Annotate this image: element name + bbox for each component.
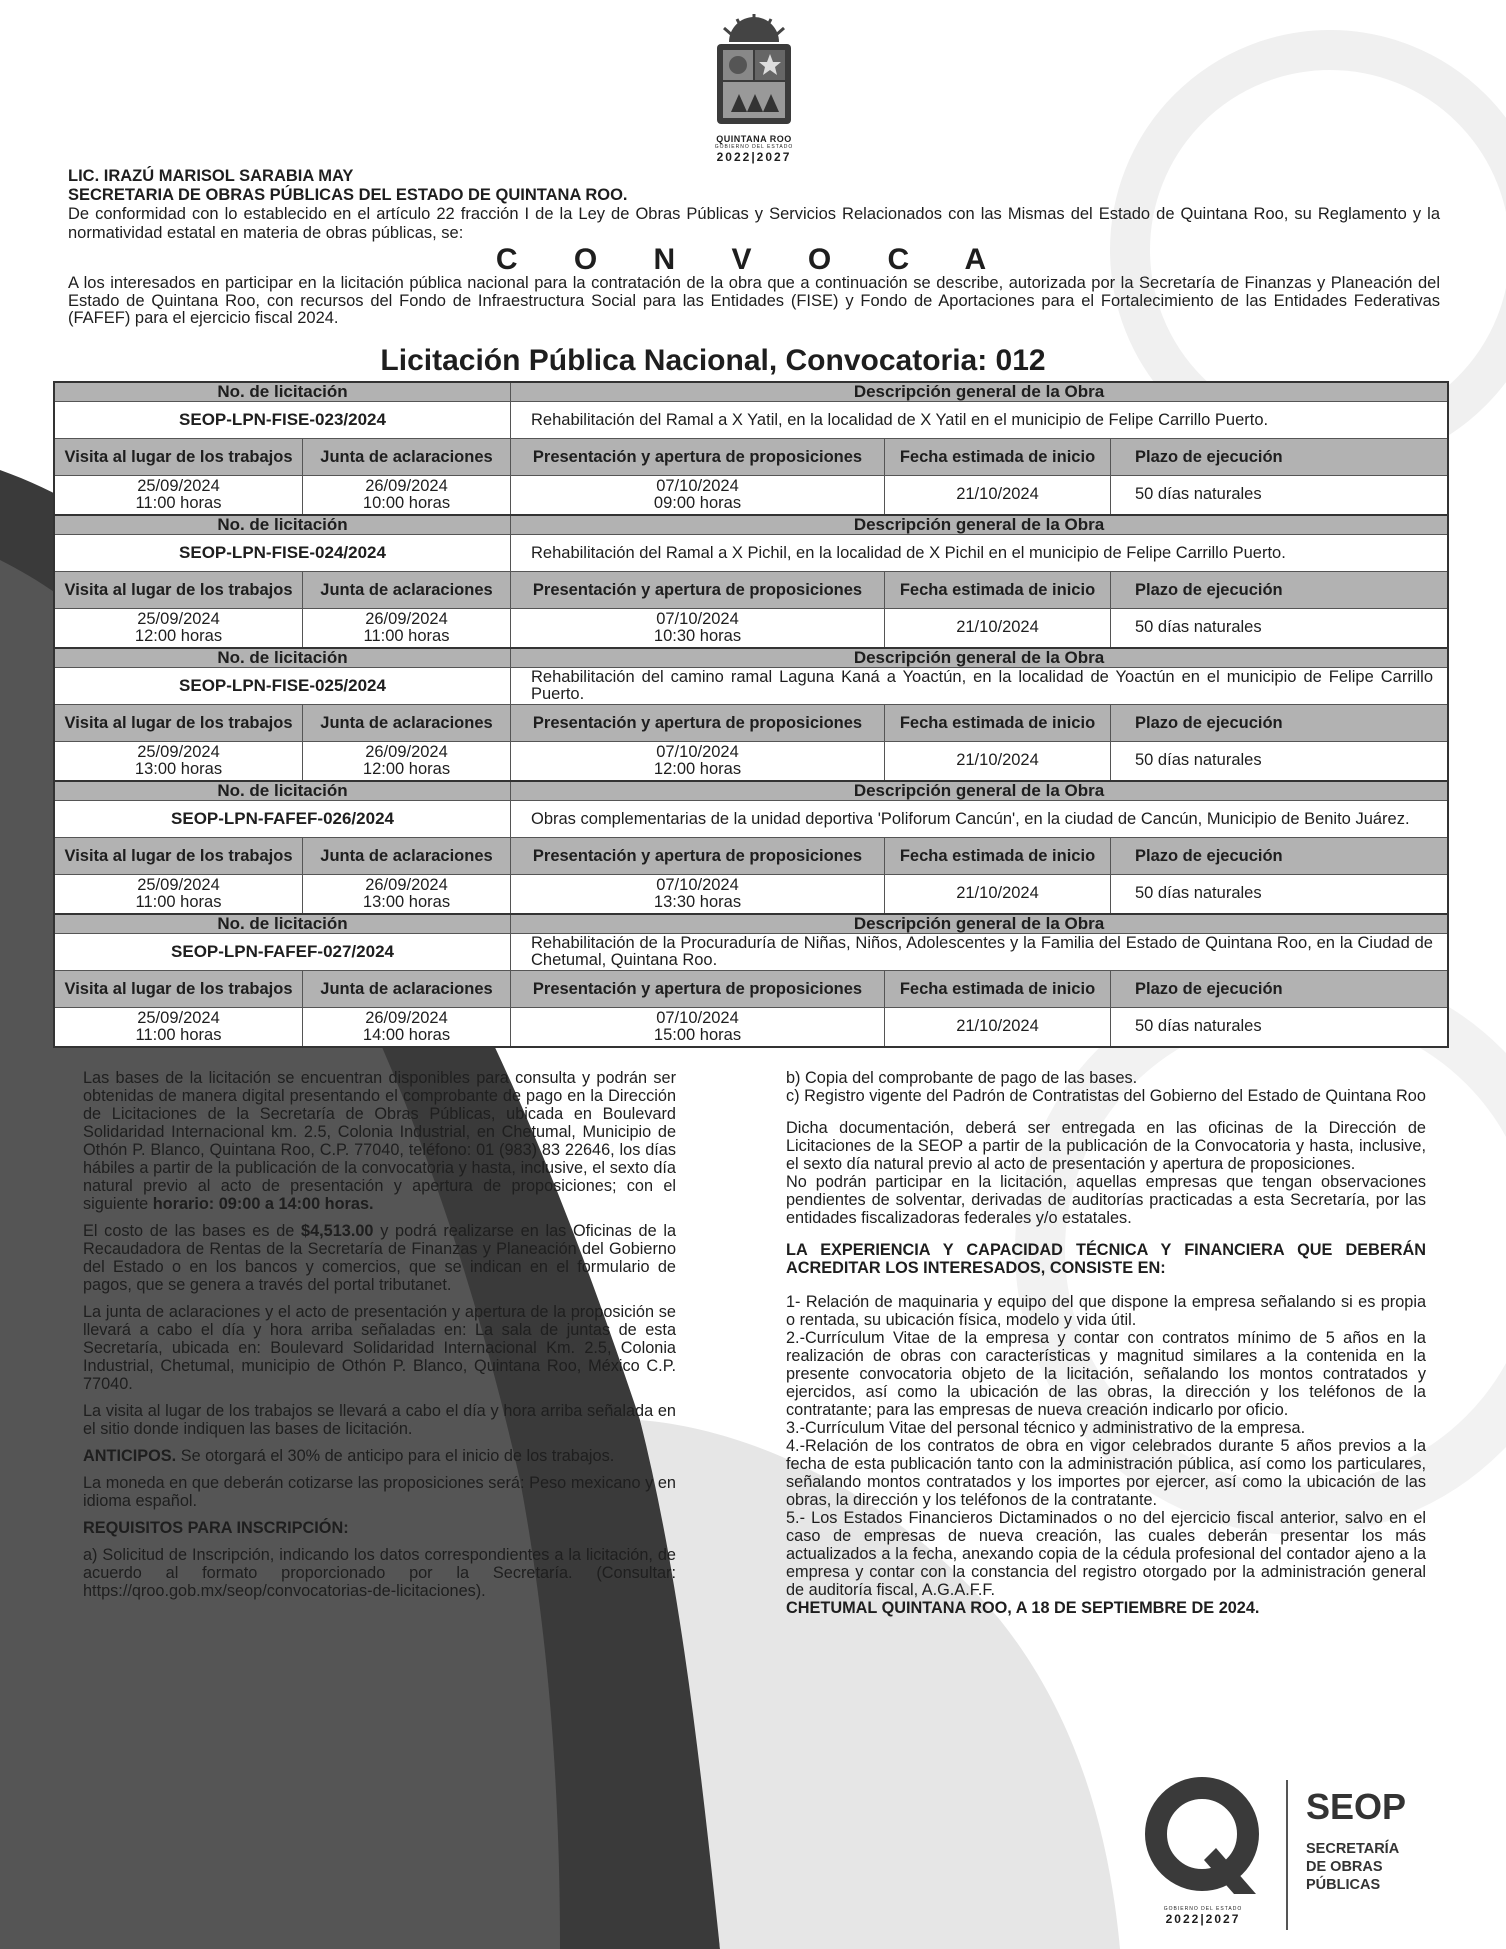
presentation-text [654, 877, 741, 912]
visit-text [135, 611, 222, 646]
meeting-line-2: 14:00 horas [362, 1026, 451, 1044]
meeting-text [363, 744, 450, 779]
state-crest [696, 14, 812, 172]
experience-item-3: 3.-Currículum Vitae del personal técnico y administrativo de la empresa. [786, 1419, 1306, 1437]
visit-text [136, 877, 222, 912]
crest-icon [709, 14, 799, 132]
execution-term: 50 días naturales [1135, 884, 1262, 903]
cost-amount: $4,513.00 [301, 1222, 374, 1240]
execution-term: 50 días naturales [1135, 1017, 1262, 1036]
header-presentation: Presentación y apertura de proposiciones [511, 705, 885, 741]
crest-years: 2022|2027 [716, 150, 792, 164]
tender-header-row [55, 649, 1447, 668]
header-start-date: Fecha estimada de inicio [885, 572, 1111, 608]
header-lic-no: No. de licitación [55, 915, 511, 933]
schedule-row [55, 476, 1447, 514]
header-term: Plazo de ejecución [1135, 846, 1283, 865]
meeting-cell [303, 476, 511, 514]
header-meeting: Junta de aclaraciones [303, 705, 511, 741]
q-logo-icon [1138, 1774, 1266, 1902]
visit-cell [55, 1008, 303, 1046]
presentation-cell [511, 476, 885, 514]
right-column [786, 1069, 1426, 1626]
visit-line-2: 13:00 horas [134, 760, 223, 778]
meeting-cell [303, 742, 511, 780]
advance-text: Se otorgará el 30% de anticipo para el inicio de los trabajos. [180, 1447, 615, 1465]
presentation-text [654, 611, 741, 646]
schedule-row [55, 875, 1447, 913]
requirement-a: a) Solicitud de Inscripción, indicando los datos correspondientes a la licitación, de acuerdo al formato proporcionado por la Secretaría. (Consultar: https://qroo.gob.mx/seop/convocatorias-de-licitaciones). [83, 1546, 676, 1600]
seop-logo [1138, 1774, 1458, 1944]
exclusion-paragraph: No podrán participar en la licitación, aquellas empresas que tengan observaciones pendientes de solventar, derivadas de auditorías practicadas a esta Secretaría, por las entidades fiscalizadoras federales y/o estatales. [786, 1173, 1426, 1227]
tender-description: Rehabilitación del camino ramal Laguna Kaná a Yoactún, en la localidad de Yoactún en el municipio de Felipe Carrillo Puerto. [531, 668, 1433, 703]
tender-block [55, 782, 1447, 915]
logo-divider [1286, 1780, 1288, 1930]
gob-label: GOBIERNO DEL ESTADO [1163, 1906, 1243, 1912]
experience-item-1: 1- Relación de maquinaria y equipo del que dispone la empresa señalando si es propia o rentada, su ubicación física, modelo y vida útil. [786, 1293, 1426, 1329]
tender-number: SEOP-LPN-FISE-025/2024 [55, 668, 511, 704]
intro-paragraph: A los interesados en participar en la licitación pública nacional para la contratación de la obra que a continuación se describe, autorizada por la Secretaría de Finanzas y Planeación del Estado de Quintana Roo, con recursos del Fondo de Infraestructura Social para las Entidades (FISE) y Fondo de Aportaciones para el Fortalecimiento de las Entidades Federativas (FAFEF) para el ejercicio fiscal 2024. [68, 274, 1440, 327]
header-lic-no: No. de licitación [55, 782, 511, 800]
crest-state-name: QUINTANA ROO [716, 134, 792, 144]
tender-description: Rehabilitación del Ramal a X Yatil, en la localidad de X Yatil en el municipio de Felipe Carrillo Puerto. [531, 410, 1269, 429]
schedule-header-row [55, 439, 1447, 476]
visit-text [136, 1010, 222, 1045]
meeting-text [364, 611, 450, 646]
start-date: 21/10/2024 [885, 609, 1111, 647]
requirement-b: b) Copia del comprobante de pago de las bases. [786, 1069, 1138, 1087]
seop-full-name [1306, 1840, 1399, 1894]
header-meeting: Junta de aclaraciones [303, 971, 511, 1007]
seop-line-1: SECRETARÍA [1306, 1841, 1400, 1857]
cost-text-a: El costo de las bases es de [83, 1222, 295, 1240]
presentation-text [654, 478, 741, 513]
crest-subtitle: GOBIERNO DEL ESTADO [714, 144, 794, 150]
tender-row [55, 535, 1447, 572]
visit-line-1: 25/09/2024 [137, 1008, 220, 1027]
header-description: Descripción general de la Obra [853, 914, 1105, 933]
office-name: SECRETARIA DE OBRAS PÚBLICAS DEL ESTADO DE QUINTANA ROO. [68, 186, 628, 204]
experience-item-5: 5.- Los Estados Financieros Dictaminados o no del ejercicio fiscal anterior, salvo en el caso de empresas de nueva creación, las cuales deberán presentar los más actualizados a la fecha, anexando copia de la cédula profesional del contador ajeno a la empresa y contar con la constancia del registro otorgado por la administración general de auditoría fiscal, A.G.A.F.F. [786, 1509, 1426, 1599]
tenders-table [53, 381, 1449, 1048]
presentation-line-1: 07/10/2024 [656, 1008, 739, 1027]
schedule-header-row [55, 838, 1447, 875]
tender-row [55, 934, 1447, 971]
header-term: Plazo de ejecución [1135, 580, 1283, 599]
meeting-cell [303, 875, 511, 913]
start-date: 21/10/2024 [885, 875, 1111, 913]
header-visit: Visita al lugar de los trabajos [55, 971, 303, 1007]
presentation-cell [511, 1008, 885, 1046]
header-start-date: Fecha estimada de inicio [885, 971, 1111, 1007]
bases-schedule: horario: 09:00 a 14:00 horas. [152, 1195, 374, 1213]
schedule-row [55, 742, 1447, 780]
documentation-paragraph: Dicha documentación, deberá ser entregada en las oficinas de la Dirección de Licitaciones de la SEOP a partir de la publicación de la Convocatoria y hasta, inclusive, el sexto día natural previo al acto de presentación y apertura de proposiciones. [786, 1119, 1426, 1173]
header-visit: Visita al lugar de los trabajos [55, 572, 303, 608]
meeting-cell [303, 1008, 511, 1046]
experience-heading: LA EXPERIENCIA Y CAPACIDAD TÉCNICA Y FINANCIERA QUE DEBERÁN ACREDITAR LOS INTERESADOS, CONSISTE EN: [786, 1241, 1426, 1277]
header-meeting: Junta de aclaraciones [303, 439, 511, 475]
seop-acronym: SEOP [1306, 1786, 1407, 1827]
schedule-row [55, 609, 1447, 647]
official-name: LIC. IRAZÚ MARISOL SARABIA MAY [68, 167, 354, 185]
header-meeting: Junta de aclaraciones [303, 838, 511, 874]
meeting-line-2: 13:00 horas [362, 893, 451, 911]
tender-title: Licitación Pública Nacional, Convocatoria: 012 [380, 344, 1046, 377]
execution-term: 50 días naturales [1135, 485, 1262, 504]
tender-number: SEOP-LPN-FISE-023/2024 [55, 402, 511, 438]
header-description: Descripción general de la Obra [853, 648, 1105, 667]
tender-number: SEOP-LPN-FAFEF-026/2024 [55, 801, 511, 837]
tender-block [55, 649, 1447, 782]
meeting-text [363, 1010, 450, 1045]
visit-line-2: 11:00 horas [135, 494, 222, 512]
tender-block [55, 383, 1447, 516]
tender-header-row [55, 383, 1447, 402]
presentation-line-1: 07/10/2024 [656, 609, 739, 628]
visit-text [135, 744, 222, 779]
cost-text-b: y podrá realizarse en las Oficinas de la Recaudadora de Rentas de la Secretaría de Finanzas y Planeación del Gobierno del Estado o en los bancos y comercios, que se indican en el formulario de pagos, que se genera a través del portal tributanet. [83, 1222, 677, 1294]
header-visit: Visita al lugar de los trabajos [55, 705, 303, 741]
bases-text: Las bases de la licitación se encuentran disponibles para consulta y podrán ser obtenidas de manera digital presentando el comprobante de pago en la Dirección de Licitaciones de la Secretaría de Obras Públicas, ubicada en Boulevard Solidaridad Internacional km. 2.5, Colonia Industrial, en Chetumal, Municipio de Othón P. Blanco, Quintana Roo, C.P. 77040, teléfono: 01 (983) 83 22646, los días hábiles a partir de la publicación de la convocatoria y hasta, inclusive, el sexto día natural previo al acto de presentación y apertura de proposiciones; con el siguiente [83, 1069, 676, 1213]
header-lic-no: No. de licitación [55, 649, 511, 667]
presentation-text [654, 1010, 741, 1045]
header-start-date: Fecha estimada de inicio [885, 705, 1111, 741]
visit-cell [55, 476, 303, 514]
schedule-header-row [55, 705, 1447, 742]
tender-header-row [55, 915, 1447, 934]
tender-header-row [55, 516, 1447, 535]
header-term: Plazo de ejecución [1135, 713, 1283, 732]
meeting-text [363, 877, 450, 912]
header-term: Plazo de ejecución [1135, 447, 1283, 466]
gob-years: 2022|2027 [1165, 1912, 1241, 1926]
meeting-text [363, 478, 450, 513]
header-meeting: Junta de aclaraciones [303, 572, 511, 608]
meeting-cell [303, 609, 511, 647]
presentation-cell [511, 742, 885, 780]
currency-paragraph: La moneda en que deberán cotizarse las proposiciones será: Peso mexicano y en idioma español. [83, 1474, 676, 1510]
header [68, 167, 1440, 243]
visit-paragraph: La visita al lugar de los trabajos se llevará a cabo el día y hora arriba señalada en el sitio donde indiquen las bases de licitación. [83, 1402, 676, 1438]
visit-cell [55, 875, 303, 913]
start-date: 21/10/2024 [885, 476, 1111, 514]
header-description: Descripción general de la Obra [853, 515, 1105, 534]
tender-header-row [55, 782, 1447, 801]
meeting-line-2: 10:00 horas [362, 494, 451, 512]
presentation-cell [511, 609, 885, 647]
tender-row [55, 668, 1447, 705]
tender-number: SEOP-LPN-FAFEF-027/2024 [55, 934, 511, 970]
meeting-line-1: 26/09/2024 [365, 742, 448, 761]
header-start-date: Fecha estimada de inicio [885, 439, 1111, 475]
presentation-line-1: 07/10/2024 [656, 742, 739, 761]
requirements-heading: REQUISITOS PARA INSCRIPCIÓN: [83, 1519, 349, 1537]
seop-line-3: PÚBLICAS [1306, 1877, 1381, 1893]
presentation-line-2: 10:30 horas [653, 627, 742, 645]
header-presentation: Presentación y apertura de proposiciones [511, 971, 885, 1007]
header-description: Descripción general de la Obra [853, 781, 1105, 800]
visit-line-1: 25/09/2024 [137, 875, 220, 894]
left-column [83, 1069, 676, 1609]
presentation-line-2: 09:00 horas [653, 494, 742, 512]
experience-item-2: 2.-Currículum Vitae de la empresa y contar con contratos mínimo de 5 años en la realización de obras con características y magnitud similares a la contenida en la presente convocatoria objeto de la licitación, señalando los montos contratados y ejercidos, así como la ubicación de las obras, la dirección y los teléfonos de la contratante; para las empresas de nueva creación indicarlo por oficio. [786, 1329, 1426, 1419]
presentation-cell [511, 875, 885, 913]
visit-cell [55, 742, 303, 780]
execution-term: 50 días naturales [1135, 618, 1262, 637]
header-lic-no: No. de licitación [55, 516, 511, 534]
presentation-line-1: 07/10/2024 [656, 875, 739, 894]
header-presentation: Presentación y apertura de proposiciones [511, 439, 885, 475]
execution-term: 50 días naturales [1135, 751, 1262, 770]
convoca-heading: C O N V O C A [495, 243, 1011, 276]
gob-text [1148, 1906, 1258, 1926]
schedule-row [55, 1008, 1447, 1046]
meeting-line-1: 26/09/2024 [365, 1008, 448, 1027]
tender-block [55, 516, 1447, 649]
tender-description: Rehabilitación de la Procuraduría de Niñas, Niños, Adolescentes y la Familia del Estado de Quintana Roo, en la Ciudad de Chetumal, Quintana Roo. [531, 934, 1433, 969]
header-visit: Visita al lugar de los trabajos [55, 838, 303, 874]
cost-paragraph [83, 1222, 676, 1294]
header-lic-no: No. de licitación [55, 383, 511, 401]
tender-description: Rehabilitación del Ramal a X Pichil, en la localidad de X Pichil en el municipio de Felipe Carrillo Puerto. [531, 543, 1286, 562]
visit-line-1: 25/09/2024 [137, 609, 220, 628]
visit-line-2: 12:00 horas [134, 627, 223, 645]
visit-line-1: 25/09/2024 [137, 742, 220, 761]
start-date: 21/10/2024 [885, 1008, 1111, 1046]
presentation-line-1: 07/10/2024 [656, 476, 739, 495]
start-date: 21/10/2024 [885, 742, 1111, 780]
tender-row [55, 801, 1447, 838]
advance-label: ANTICIPOS. [83, 1447, 177, 1465]
advance-paragraph [83, 1447, 676, 1465]
header-presentation: Presentación y apertura de proposiciones [511, 572, 885, 608]
visit-line-2: 11:00 horas [135, 893, 222, 911]
schedule-header-row [55, 971, 1447, 1008]
schedule-header-row [55, 572, 1447, 609]
closing-date: CHETUMAL QUINTANA ROO, A 18 DE SEPTIEMBRE DE 2024. [786, 1599, 1260, 1617]
presentation-line-2: 15:00 horas [653, 1026, 742, 1044]
meeting-line-1: 26/09/2024 [365, 476, 448, 495]
visit-text [136, 478, 222, 513]
tender-row [55, 402, 1447, 439]
presentation-line-2: 12:00 horas [653, 760, 742, 778]
presentation-text [654, 744, 741, 779]
meeting-line-1: 26/09/2024 [365, 609, 448, 628]
header-start-date: Fecha estimada de inicio [885, 838, 1111, 874]
seop-line-2: DE OBRAS [1306, 1859, 1383, 1875]
requirement-c: c) Registro vigente del Padrón de Contratistas del Gobierno del Estado de Quintana Roo [786, 1087, 1426, 1105]
presentation-line-2: 13:30 horas [653, 893, 742, 911]
tender-description: Obras complementarias de la unidad deportiva 'Poliforum Cancún', en la ciudad de Cancún, Municipio de Benito Juárez. [531, 809, 1410, 828]
meeting-line-2: 12:00 horas [362, 760, 451, 778]
bases-paragraph [83, 1069, 676, 1213]
tender-number: SEOP-LPN-FISE-024/2024 [55, 535, 511, 571]
visit-line-2: 11:00 horas [135, 1026, 222, 1044]
meeting-line-1: 26/09/2024 [365, 875, 448, 894]
tender-block [55, 915, 1447, 1046]
experience-item-4: 4.-Relación de los contratos de obra en vigor celebrados durante 5 años previos a la fecha de esta publicación tanto con la administración pública, así como los particulares, señalando montos contratados y los importes por ejercer, así como la ubicación de las obras, la dirección y los teléfonos de la contratante. [786, 1437, 1426, 1509]
visit-line-1: 25/09/2024 [137, 476, 220, 495]
legal-basis: De conformidad con lo establecido en el artículo 22 fracción I de la Ley de Obras Públicas y Servicios Relacionados con las Mismas del Estado de Quintana Roo, su Reglamento y la normatividad estatal en materia de obras públicas, se: [68, 205, 1440, 242]
meeting-paragraph: La junta de aclaraciones y el acto de presentación y apertura de la proposición se llevará a cabo el día y hora arriba señaladas en: La sala de juntas de esta Secretaría, ubicada en: Boulevard Solidaridad Internacional Km. 2.5, Colonia Industrial, Chetumal, municipio de Othón P. Blanco, Quintana Roo, México C.P. 77040. [83, 1303, 676, 1393]
header-term: Plazo de ejecución [1135, 979, 1283, 998]
header-visit: Visita al lugar de los trabajos [55, 439, 303, 475]
meeting-line-2: 11:00 horas [363, 627, 450, 645]
header-presentation: Presentación y apertura de proposiciones [511, 838, 885, 874]
header-description: Descripción general de la Obra [853, 382, 1105, 401]
visit-cell [55, 609, 303, 647]
